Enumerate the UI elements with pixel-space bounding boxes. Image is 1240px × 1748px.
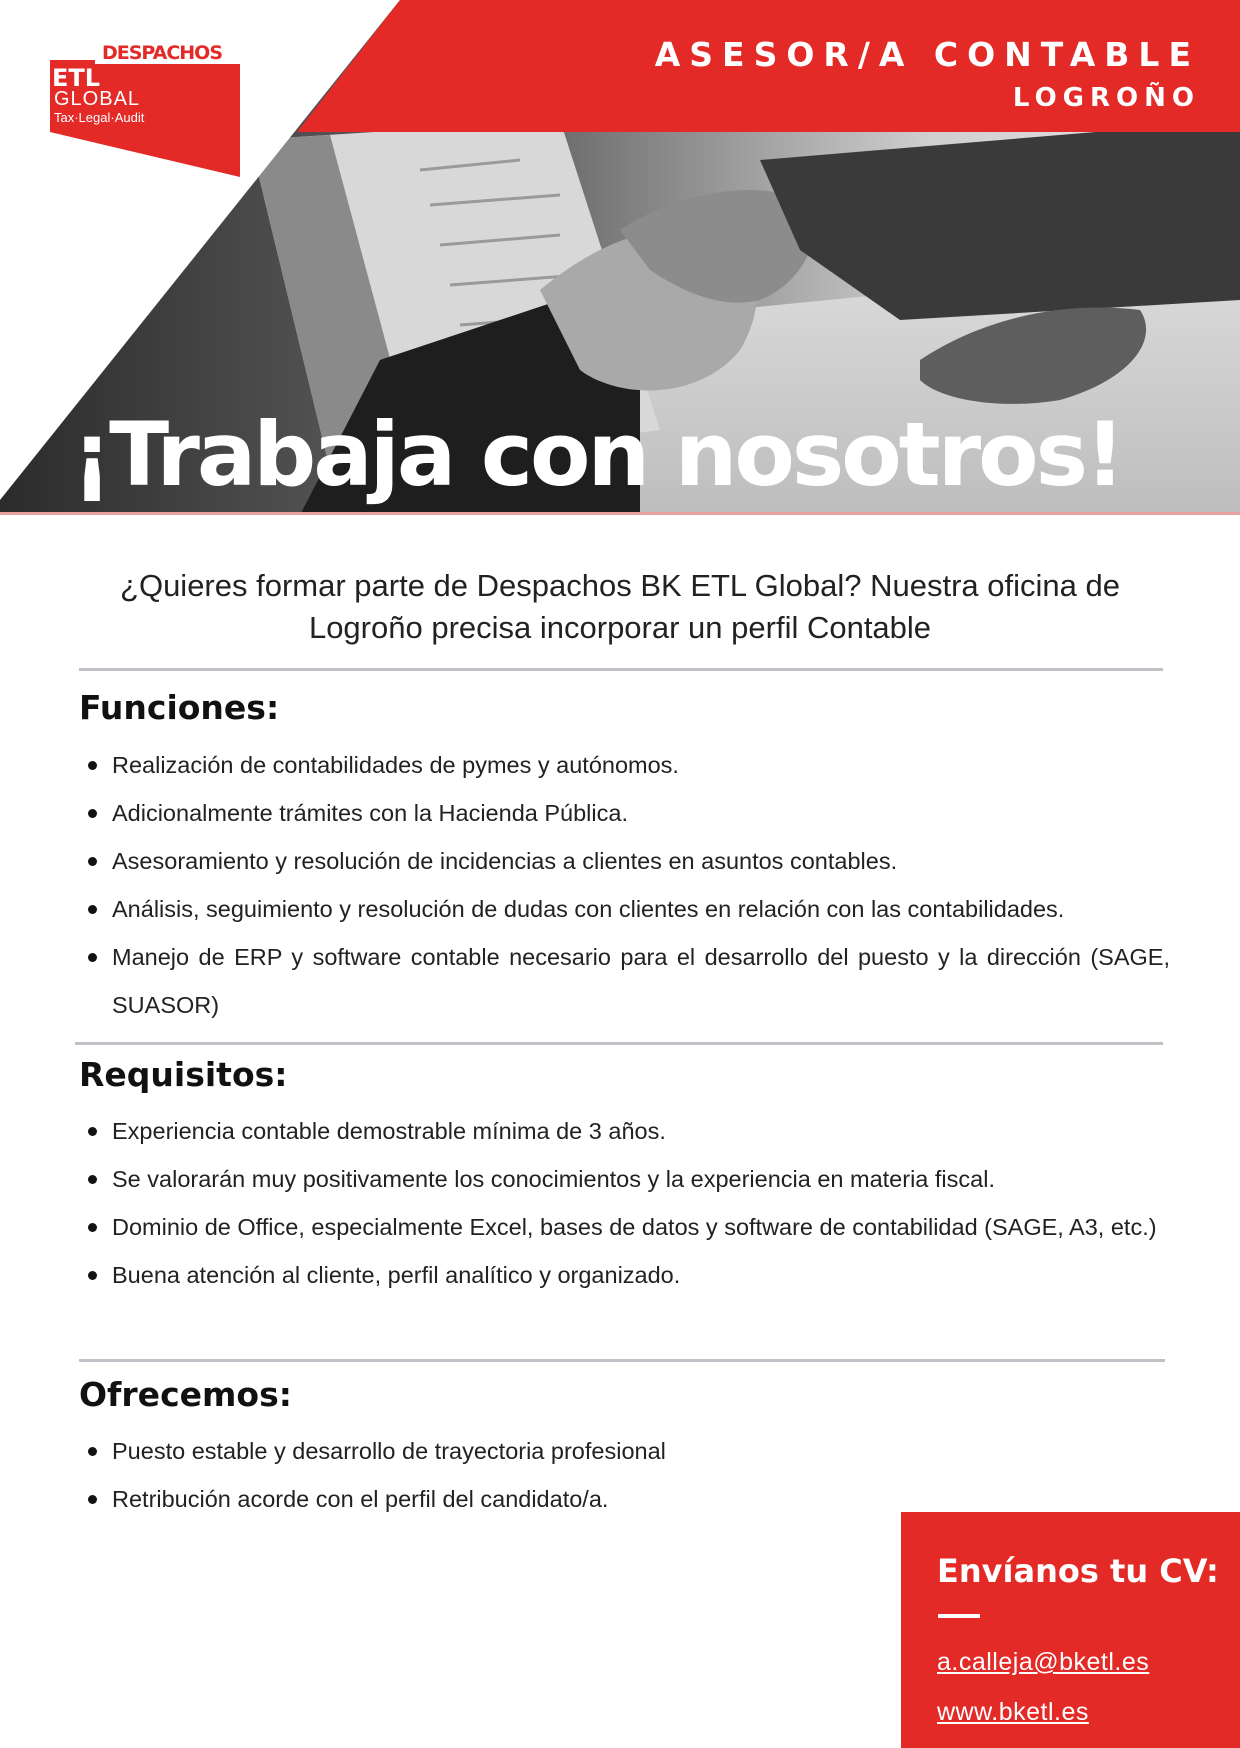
logo-tagline: Tax·Legal·Audit bbox=[54, 110, 145, 125]
logo-brand-line: DESPACHOS BK bbox=[102, 42, 223, 86]
job-location: LOGROÑO bbox=[1012, 83, 1200, 113]
list-item: Análisis, seguimiento y resolución de dudas con clientes en relación con las contabilidades. bbox=[80, 885, 1170, 933]
job-title-block bbox=[655, 30, 1200, 116]
logo-global: GLOBAL bbox=[54, 88, 141, 110]
list-item: Adicionalmente trámites con la Hacienda Pública. bbox=[80, 789, 1170, 837]
email-link[interactable]: a.calleja@bketl.es bbox=[937, 1648, 1150, 1676]
website-link[interactable]: www.bketl.es bbox=[937, 1698, 1089, 1726]
list-item: Manejo de ERP y software contable necesario para el desarrollo del puesto y la dirección (SAGE, SUASOR) bbox=[80, 933, 1170, 1029]
section-title-requisitos: Requisitos: bbox=[79, 1055, 288, 1094]
divider bbox=[75, 1042, 1163, 1045]
list-item: Experiencia contable demostrable mínima de 3 años. bbox=[80, 1107, 1170, 1155]
section-title-funciones: Funciones: bbox=[79, 688, 280, 727]
hero-banner bbox=[0, 0, 1240, 515]
divider bbox=[79, 668, 1163, 671]
ofrecemos-list bbox=[80, 1427, 1170, 1523]
cv-contact-box bbox=[901, 1512, 1240, 1748]
list-item: Retribución acorde con el perfil del candidato/a. bbox=[80, 1475, 1170, 1523]
list-item: Buena atención al cliente, perfil analítico y organizado. bbox=[80, 1251, 1170, 1299]
intro-text: ¿Quieres formar parte de Despachos BK ETL Global? Nuestra oficina de Logroño precisa incorporar un perfil Contable bbox=[120, 568, 1120, 645]
logo-etl: ETL bbox=[52, 64, 101, 92]
funciones-list bbox=[80, 741, 1170, 1029]
hero-headline: ¡Trabaja con nosotros! bbox=[72, 403, 1123, 506]
list-item: Se valorarán muy positivamente los conocimientos y la experiencia en materia fiscal. bbox=[80, 1155, 1170, 1203]
job-title: ASESOR/A CONTABLE bbox=[654, 35, 1200, 74]
divider bbox=[79, 1359, 1165, 1362]
cta-divider bbox=[938, 1614, 980, 1618]
list-item: Puesto estable y desarrollo de trayectoria profesional bbox=[80, 1427, 1170, 1475]
requisitos-list bbox=[80, 1107, 1170, 1299]
list-item: Realización de contabilidades de pymes y autónomos. bbox=[80, 741, 1170, 789]
company-logo bbox=[50, 42, 250, 180]
section-title-ofrecemos: Ofrecemos: bbox=[79, 1375, 292, 1414]
list-item: Dominio de Office, especialmente Excel, bases de datos y software de contabilidad (SAGE, A3, etc.) bbox=[80, 1203, 1170, 1251]
cta-title: Envíanos tu CV: bbox=[937, 1552, 1219, 1590]
list-item: Asesoramiento y resolución de incidencias a clientes en asuntos contables. bbox=[80, 837, 1170, 885]
